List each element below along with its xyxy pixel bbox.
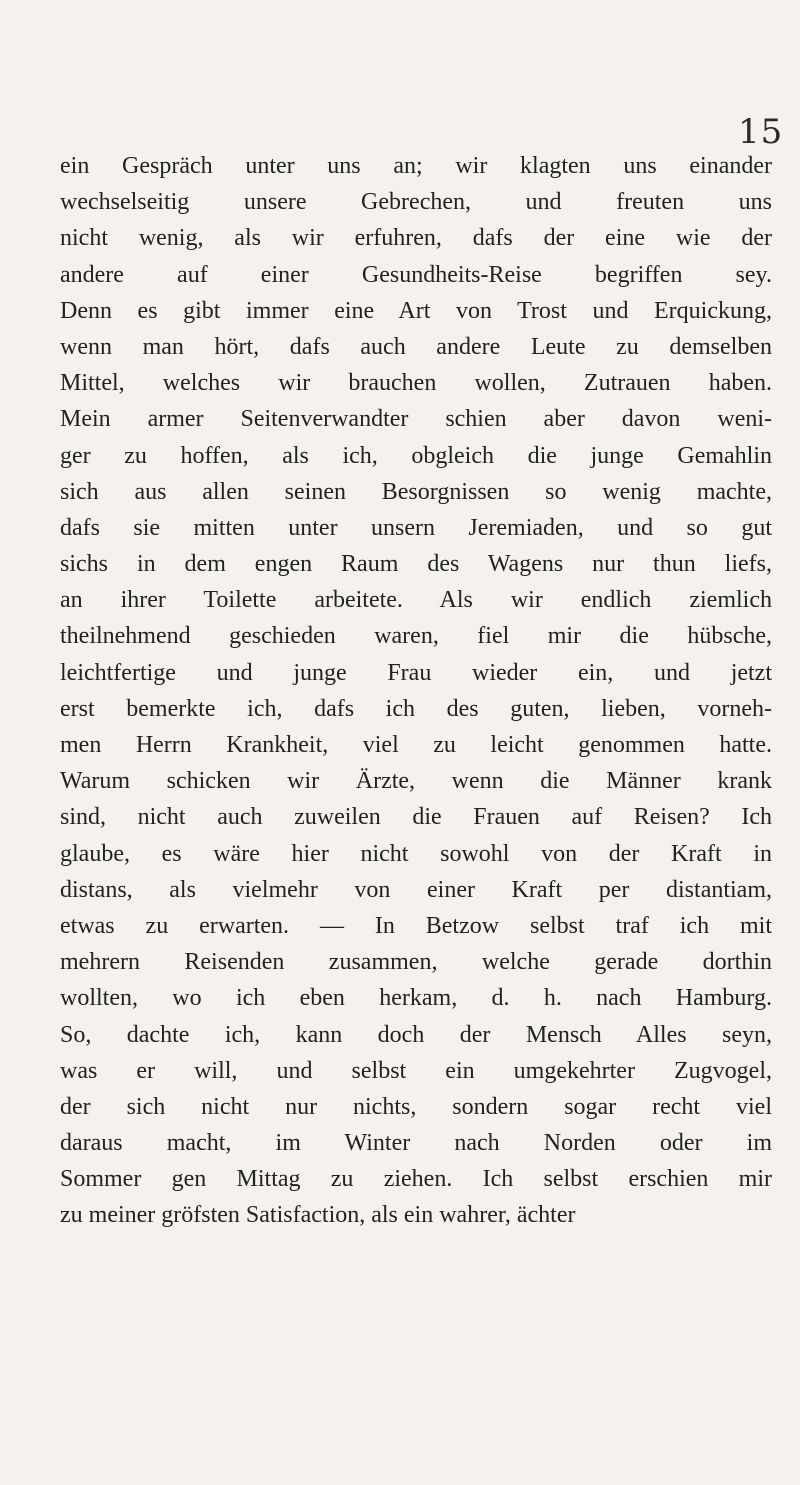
text-line: dafs sie mitten unter unsern Jeremiaden, und so gut	[60, 514, 772, 541]
text-line: theilnehmend geschieden waren, fiel mir die hübsche,	[60, 623, 772, 650]
text-line: daraus macht, im Winter nach Norden oder im	[60, 1130, 772, 1157]
text-line: ger zu hoffen, als ich, obgleich die junge Gemahlin	[60, 442, 772, 469]
text-line: erst bemerkte ich, dafs ich des guten, lieben, vorneh-	[60, 695, 772, 722]
text-line: men Herrn Krankheit, viel zu leicht genommen hatte.	[60, 732, 772, 758]
text-line: was er will, und selbst ein umgekehrter Zugvogel,	[60, 1057, 772, 1084]
text-line: Mittel, welches wir brauchen wollen, Zutrauen haben.	[60, 370, 772, 397]
text-line: wenn man hört, dafs auch andere Leute zu demselben	[60, 333, 772, 360]
text-line: andere auf einer Gesundheits-Reise begriffen sey.	[60, 261, 772, 288]
text-line: Sommer gen Mittag zu ziehen. Ich selbst erschien mir	[60, 1166, 772, 1193]
text-line: distans, als vielmehr von einer Kraft per distantiam,	[60, 876, 772, 903]
text-line: So, dachte ich, kann doch der Mensch Alles seyn,	[60, 1021, 772, 1048]
text-line: sind, nicht auch zuweilen die Frauen auf Reisen? Ich	[60, 804, 772, 831]
text-line: nicht wenig, als wir erfuhren, dafs der eine wie der	[60, 225, 772, 252]
text-line: zu meiner gröfsten Satisfaction, als ein wahrer, ächter	[60, 1202, 576, 1229]
text-line: Mein armer Seitenverwandter schien aber davon weni-	[60, 406, 772, 433]
text-line: wechselseitig unsere Gebrechen, und freuten uns	[60, 189, 772, 216]
text-line: Denn es gibt immer eine Art von Trost und Erquickung,	[60, 297, 772, 324]
body-text	[60, 148, 772, 1234]
text-line: der sich nicht nur nichts, sondern sogar recht viel	[60, 1093, 772, 1120]
text-line: an ihrer Toilette arbeitete. Als wir endlich ziemlich	[60, 587, 772, 614]
text-line: Warum schicken wir Ärzte, wenn die Männer krank	[60, 768, 772, 795]
text-line: wollten, wo ich eben herkam, d. h. nach Hamburg.	[60, 985, 772, 1012]
text-line: mehrern Reisenden zusammen, welche gerade dorthin	[60, 949, 772, 976]
page-number: 15	[738, 112, 784, 152]
text-line: sich aus allen seinen Besorgnissen so wenig machte,	[60, 478, 772, 505]
text-line: glaube, es wäre hier nicht sowohl von der Kraft in	[60, 840, 772, 867]
text-line: etwas zu erwarten. — In Betzow selbst traf ich mit	[60, 912, 772, 939]
text-line: leichtfertige und junge Frau wieder ein, und jetzt	[60, 659, 772, 686]
text-line: sichs in dem engen Raum des Wagens nur thun liefs,	[60, 551, 772, 578]
text-line: ein Gespräch unter uns an; wir klagten uns einander	[60, 153, 772, 179]
